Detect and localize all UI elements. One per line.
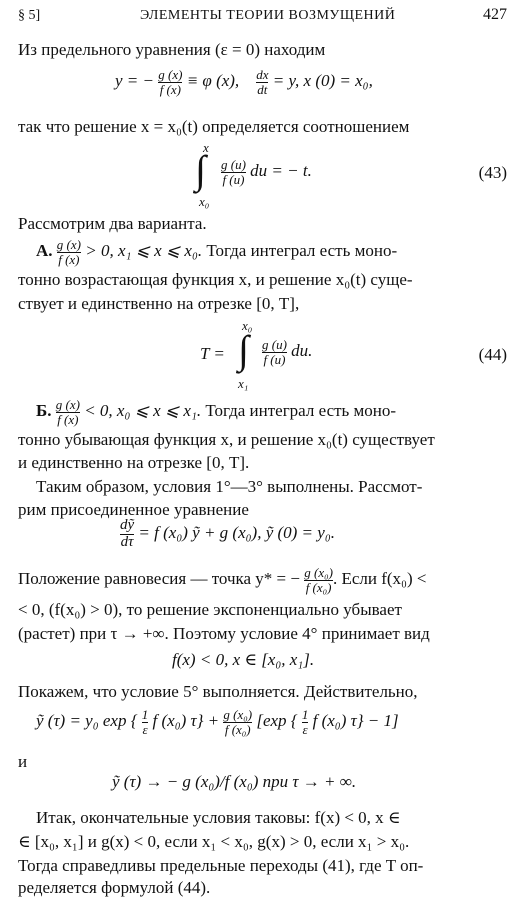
- solution-lhs: ỹ (τ) = y₀ exp {: [36, 711, 138, 731]
- adjoint-frac-den: dτ: [120, 533, 134, 550]
- eq43-lower-limit: x₀: [199, 194, 210, 209]
- eq1-lhs: y = −: [115, 71, 154, 91]
- case-b-condition: < 0, x₀ ⩽ x ⩽ x₁.: [84, 401, 202, 421]
- case-b-fraction: [56, 398, 80, 426]
- consider-text: Рассмотрим два варианта.: [18, 214, 207, 233]
- case-b-text2: тонно убывающая функция x, и решение x₀(t) существует: [18, 430, 435, 449]
- page-number: 427: [483, 6, 507, 23]
- eq1-dx-num: dx: [256, 67, 269, 82]
- final-line1: Итак, окончательные условия таковы: f(x) < 0, x ∈: [36, 808, 401, 827]
- case-b-frac-num: g (x): [55, 397, 80, 412]
- case-b-frac-den: f (x): [57, 411, 79, 427]
- eq44-body: [262, 338, 312, 366]
- solution-frac1: [142, 708, 149, 736]
- case-a-text3: ствует и единственно на отрезке [0, T],: [18, 294, 300, 313]
- eq43-frac-den: f (u): [222, 171, 245, 187]
- case-a-condition: > 0, x₁ ⩽ x ⩽ x₀.: [85, 241, 203, 261]
- eq1-derivative: [256, 68, 268, 96]
- eq44-rest: du.: [291, 341, 313, 361]
- solution-frac3: [302, 708, 309, 736]
- intro-text: Из предельного уравнения (ε = 0) находим: [18, 40, 326, 59]
- case-a-frac-den: f (x): [58, 251, 80, 267]
- eq1-frac-den: f (x): [159, 81, 181, 97]
- equation-number-44: (44): [478, 345, 507, 364]
- integral-sign: ∫: [195, 147, 206, 192]
- equilibrium-text2: < 0, (f(x₀) > 0), то решение экспоненциально убывает: [18, 600, 402, 619]
- section-marker: § 5]: [18, 8, 41, 23]
- case-a-fraction: [57, 238, 81, 266]
- eq1-frac-num: g (x): [158, 67, 183, 82]
- eq43-rest: du = − t.: [250, 161, 312, 181]
- and-text: и: [18, 752, 28, 771]
- equation-limit: [115, 68, 373, 96]
- equilibrium-frac-num: g (x₀): [304, 565, 333, 580]
- eq1-dx-den: dt: [257, 81, 268, 97]
- solution-frac2-den: f (x₀): [224, 721, 251, 737]
- case-a-label: А.: [36, 241, 53, 261]
- so-that-text: так что решение x = x₀(t) определяется соотношением: [18, 117, 410, 136]
- equilibrium-text1b: . Если f(x₀) <: [332, 569, 427, 589]
- eq43-upper-limit: x: [203, 140, 209, 155]
- adjoint-rest: = f (x₀) ỹ + g (x₀), ỹ (0) = y₀.: [138, 523, 335, 543]
- equilibrium-fraction: [304, 566, 333, 594]
- condition-4: f(x) < 0, x ∈ [x₀, x₁].: [172, 650, 315, 669]
- final-line4: ределяется формулой (44).: [18, 878, 211, 897]
- equation-number-43: (43): [478, 163, 507, 182]
- eq43-body: [221, 158, 312, 186]
- eq44-fraction: [262, 338, 287, 366]
- eq1-rhs2: = y, x (0) = x₀,: [272, 71, 373, 91]
- case-a-line1: [36, 238, 397, 266]
- solution-frac1-num: 1: [141, 707, 149, 722]
- final-line2: ∈ [x₀, x₁] и g(x) < 0, если x₁ < x₀, g(x) > 0, если x₁ > x₀.: [18, 832, 410, 851]
- eq1-rhs: ≡ φ (x),: [186, 71, 240, 91]
- solution-frac1-den: ε: [142, 721, 148, 737]
- case-b-label: Б.: [36, 401, 52, 421]
- eq43-fraction: [221, 158, 246, 186]
- eq43-frac-num: g (u): [221, 157, 246, 172]
- eq44-frac-num: g (u): [262, 337, 287, 352]
- solution-end: f (x₀) τ} − 1]: [312, 711, 399, 731]
- eq44-lhs: T =: [200, 344, 225, 363]
- equilibrium-line1: [18, 566, 426, 594]
- integral-sign-44: ∫: [238, 327, 249, 372]
- equation-solution: [36, 708, 399, 736]
- adjoint-frac-num: dỹ: [120, 517, 135, 533]
- solution-frac3-den: ε: [302, 721, 308, 737]
- equilibrium-frac-den: f (x₀): [305, 579, 332, 595]
- eq44-upper-limit: x₀: [242, 318, 253, 333]
- case-a-text2: тонно возрастающая функция x, и решение x₀(t) суще-: [18, 270, 413, 289]
- equation-43: [195, 140, 395, 210]
- eq1-fraction: [158, 68, 182, 96]
- solution-mid2: [exp {: [256, 711, 298, 731]
- equilibrium-text1a: Положение равновесия — точка y* = −: [18, 569, 300, 589]
- case-b-line1: [36, 398, 396, 426]
- final-line3: Тогда справедливы предельные переходы (41), где T оп-: [18, 856, 424, 875]
- eq44-frac-den: f (u): [263, 351, 286, 367]
- case-a-frac-num: g (x): [56, 237, 81, 252]
- running-title: ЭЛЕМЕНТЫ ТЕОРИИ ВОЗМУЩЕНИЙ: [140, 8, 396, 23]
- solution-frac3-num: 1: [301, 707, 309, 722]
- equation-adjoint: [120, 518, 335, 551]
- case-b-text3: и единственно на отрезке [0, T].: [18, 453, 250, 472]
- solution-mid1: f (x₀) τ} +: [152, 711, 220, 731]
- case-a-text1: Тогда интеграл есть моно-: [206, 241, 398, 261]
- equation-44: [200, 318, 400, 392]
- solution-frac2-num: g (x₀): [223, 707, 253, 722]
- case-b-text1: Тогда интеграл есть моно-: [205, 401, 397, 421]
- thus-line1: Таким образом, условия 1°—3° выполнены. Рассмот-: [36, 477, 423, 496]
- equation-limit-tau: ỹ (τ) → − g (x₀)/f (x₀) при τ → + ∞.: [112, 772, 357, 791]
- eq44-lower-limit: x₁: [238, 376, 249, 391]
- equilibrium-text3: (растет) при τ → +∞. Поэтому условие 4° принимает вид: [18, 624, 430, 643]
- solution-frac2: [223, 708, 252, 736]
- thus-line2: рим присоединенное уравнение: [18, 500, 249, 519]
- adjoint-derivative: [120, 518, 134, 551]
- show-text: Покажем, что условие 5° выполняется. Действительно,: [18, 682, 418, 701]
